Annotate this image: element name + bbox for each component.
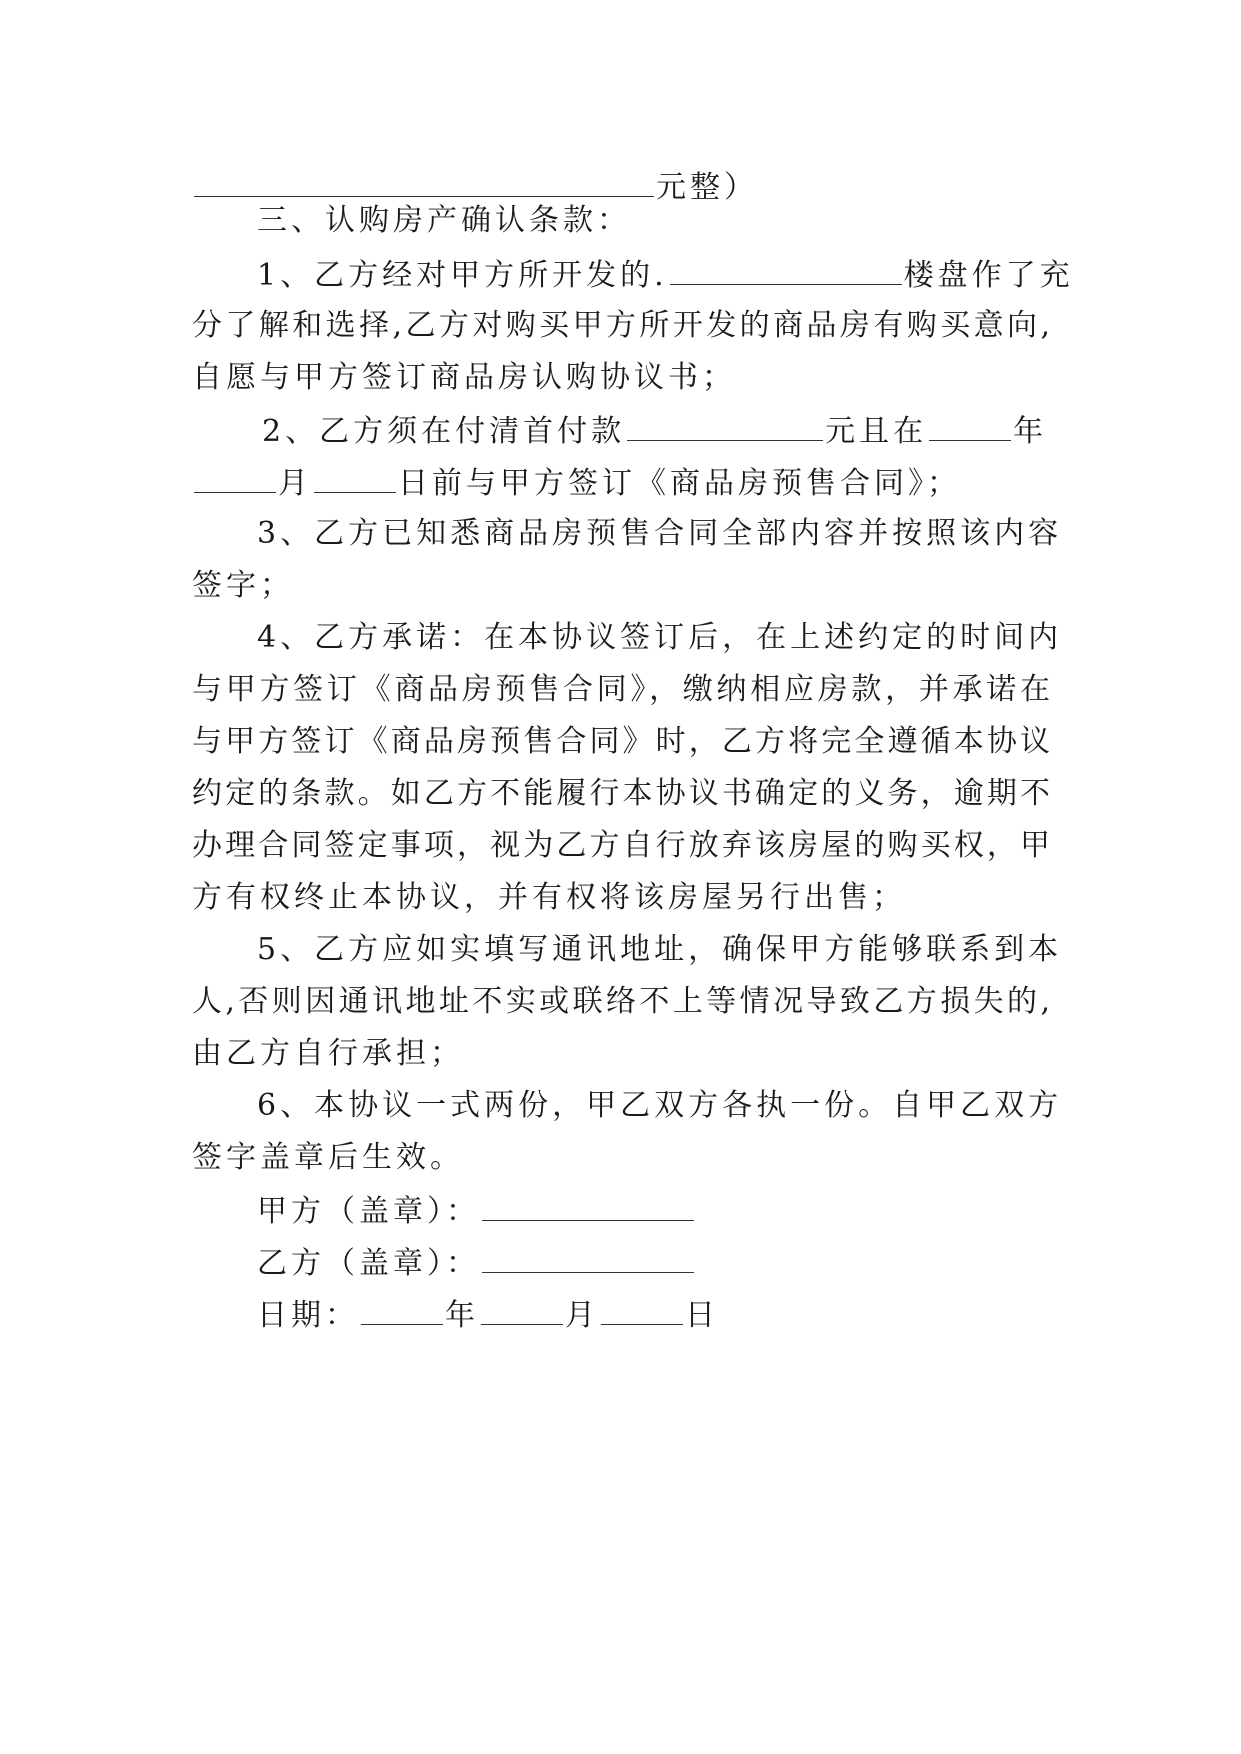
party-b-blank[interactable] (482, 1242, 694, 1273)
down-payment-blank[interactable] (627, 410, 823, 441)
party-b-label: 乙方（盖章）： (257, 1246, 480, 1281)
clause-2-year: 年 (1013, 414, 1048, 449)
clause-1-line-1 (257, 254, 1074, 296)
clause-1-line-3: 自愿与甲方签订商品房认购协议书； (192, 360, 736, 395)
amount-suffix: 元整） (656, 170, 758, 205)
clause-2-month: 月 (278, 466, 312, 501)
clause-4-line-4: 约定的条款。如乙方不能履行本协议书确定的义务，逾期不 (192, 776, 1050, 811)
project-name-blank[interactable] (670, 254, 902, 285)
date-label: 日期： (257, 1298, 359, 1333)
date-day: 日 (685, 1298, 719, 1333)
amount-blank[interactable] (194, 166, 654, 197)
clause-4-line-2: 与甲方签订《商品房预售合同》，缴纳相应房款，并承诺在 (192, 672, 1050, 707)
clause-1-line-2: 分了解和选择,乙方对购买甲方所开发的商品房有购买意向, (192, 308, 1050, 343)
clause-4-line-5: 办理合同签定事项，视为乙方自行放弃该房屋的购买权，甲 (192, 828, 1050, 863)
date-month-blank[interactable] (481, 1294, 563, 1325)
clause-4-line-6: 方有权终止本协议，并有权将该房屋另行出售； (192, 880, 906, 915)
clause-1-prefix: 1、乙方经对甲方所开发的. (257, 258, 668, 293)
date-line (257, 1294, 719, 1336)
day-blank[interactable] (314, 462, 396, 493)
section-heading: 三、认购房产确认条款： (257, 203, 631, 238)
clause-5-line-3: 由乙方自行承担； (192, 1036, 464, 1071)
date-month: 月 (565, 1298, 599, 1333)
date-year: 年 (445, 1298, 479, 1333)
clause-4-line-3: 与甲方签订《商品房预售合同》时，乙方将完全遵循本协议 (192, 724, 1050, 759)
clause-3-line-2: 签字； (192, 568, 294, 603)
year-blank[interactable] (929, 410, 1011, 441)
clause-4-line-1: 4、乙方承诺：在本协议签订后，在上述约定的时间内 (257, 620, 1063, 655)
clause-1-suffix: 楼盘作了充 (903, 258, 1074, 293)
clause-2-prefix: 2、乙方须在付清首付款 (262, 414, 626, 449)
party-a-label: 甲方（盖章）： (257, 1194, 480, 1229)
party-b-signature (257, 1242, 696, 1284)
clause-2-line-1 (262, 410, 1047, 452)
party-a-signature (257, 1190, 696, 1232)
clause-6-line-1: 6、本协议一式两份，甲乙双方各执一份。自甲乙双方 (257, 1088, 1063, 1123)
clause-2-line-2 (192, 462, 961, 504)
clause-6-line-2: 签字盖章后生效。 (192, 1140, 464, 1175)
clause-5-line-1: 5、乙方应如实填写通讯地址，确保甲方能够联系到本 (257, 932, 1063, 967)
clause-3-line-1: 3、乙方已知悉商品房预售合同全部内容并按照该内容 (257, 516, 1063, 551)
party-a-blank[interactable] (482, 1190, 694, 1221)
month-blank[interactable] (194, 462, 276, 493)
date-day-blank[interactable] (601, 1294, 683, 1325)
clause-5-line-2: 人,否则因通讯地址不实或联络不上等情况导致乙方损失的, (192, 984, 1050, 1019)
date-year-blank[interactable] (361, 1294, 443, 1325)
clause-2-mid: 元且在 (825, 414, 928, 449)
clause-2-suffix: 日前与甲方签订《商品房预售合同》； (398, 466, 961, 501)
